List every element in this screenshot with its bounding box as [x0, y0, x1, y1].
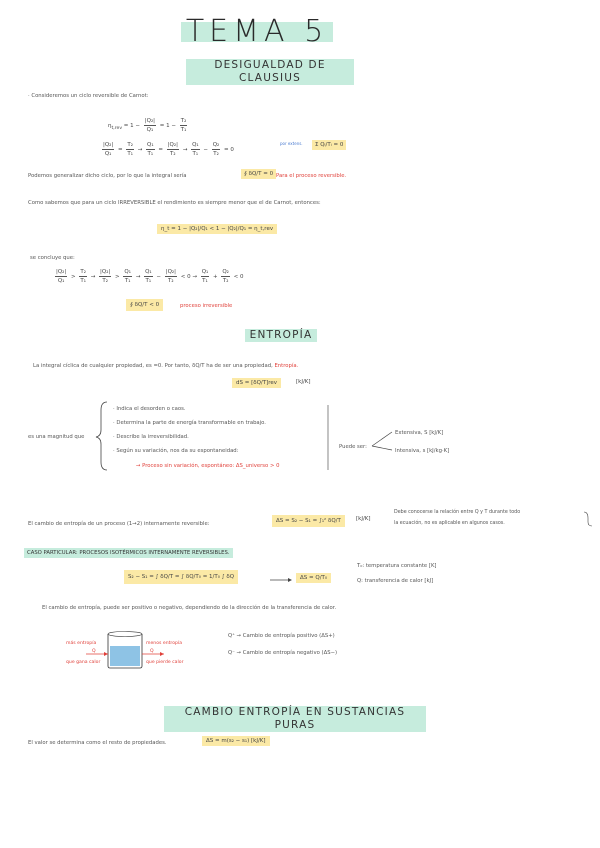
entropia-cambio: El cambio de entropía de un proceso (1→2) internamente reversible: — [28, 521, 210, 527]
clausius-final-red: proceso irreversible — [180, 303, 233, 309]
entropia-intro-text: La integral cíclica de cualquier propiedad, es =0. Por tanto, δQ/T ha de ser una propiedad, — [33, 363, 273, 369]
sustancias-text: El valor se determina como el resto de propiedades. — [28, 740, 167, 746]
caso-t0: T₀: temperatura constante [K] — [357, 563, 437, 569]
entropia-signo: El cambio de entropía, puede ser positivo o negativo, dependiendo de la dirección de la transferencia de calor. — [42, 605, 337, 611]
clausius-final-box: ∮ δQ/T < 0 — [126, 299, 163, 311]
branch-lines — [372, 432, 392, 450]
fig-left-q: Q — [92, 649, 96, 654]
clausius-eq2-note: por extens. — [280, 141, 303, 146]
entropia-def-units: [kJ/K] — [296, 379, 311, 385]
entropia-intensiva: Intensiva, s [kJ/kg·K] — [395, 448, 450, 454]
bullet-text: Describe la irreversibilidad. — [116, 434, 189, 440]
section-sustancias-title: CAMBIO ENTROPÍA EN SUSTANCIAS PURAS — [164, 706, 426, 732]
fig-right-sub: que pierde calor — [146, 660, 184, 665]
clausius-eq1: $\eta_{t,rev} = 1$ − $\frac{\text{|Q₂|}}{\text{Q₁}}$ = 1 − $\frac{\text{T₂}}{\text{T₁}}$ — [108, 118, 187, 133]
q-minus: Q⁻ → Cambio de entropía negativo (ΔS−) — [228, 650, 338, 656]
fig-left-red: más entropía — [66, 641, 97, 646]
entropia-def-box: dS = [δQ/T]rev — [232, 378, 281, 388]
clausius-generalize-red: Para el proceso reversible. — [276, 173, 347, 179]
fig-right-q: Q — [150, 649, 154, 654]
entropia-intro-red: Entropía. — [274, 363, 299, 369]
clausius-intro: · Consideremos un ciclo reversible de Carnot: — [28, 93, 149, 99]
clausius-irreversible: Como sabemos que para un ciclo IRREVERSIBLE el rendimiento es siempre menor que el de Carnot, entonces: — [28, 200, 321, 206]
entropia-intro — [33, 362, 298, 370]
section-clausius-title: DESIGUALDAD DE CLAUSIUS — [186, 59, 354, 85]
bullet-text: Según su variación, nos da su espontaneidad: — [116, 448, 239, 454]
fig-left-sub: que gana calor — [66, 660, 101, 665]
section-entropia-title: ENTROPÍA — [245, 329, 317, 342]
entropia-cambio-units: [kJ/K] — [356, 516, 371, 522]
clausius-generalize-box: ∮ δQ/T = 0 — [241, 169, 276, 179]
page-title: TEMA 5 — [185, 14, 329, 49]
entropia-lead: es una magnitud que — [28, 434, 85, 440]
clausius-eq2-box: Σ Qᵢ/Tᵢ = 0 — [312, 140, 346, 150]
entropia-puede-ser: Puede ser: — [339, 444, 367, 450]
clausius-eq4: $\frac{\text{|Q₂|}}{\text{Q₁}}$ > $\frac{\text{T₂}}{\text{T₁}}$ → $\frac{\text{|Q₂|}}{\text{T₂}}$ > $\frac{\text{Q₁}}{\text{T₁}}$ → $\frac{\text{Q₁}}{\text{T₁}}$ − $\frac{\text{|Q₂|}}{\text{T₂}}$ < 0 → $\frac{\text{Q₁}}{\text{T₁}}$ + $\frac{\text{Q₂}}{\text{T₂}}$ < 0 — [56, 269, 244, 284]
entropia-bullet-1: · Indica el desorden o caos. — [113, 406, 186, 412]
entropia-cambio-box: ΔS = S₂ − S₁ = ∫₁² δQ/T — [272, 515, 345, 527]
caso-eq: S₂ − S₁ = ∫ δQ/T = ∫ δQ/T₀ = 1/T₀ ∫ δQ — [124, 570, 238, 584]
entropia-extensiva: Extensiva, S [kJ/K] — [395, 430, 444, 436]
bullets-bracket — [96, 402, 107, 470]
bullet-text: Determina la parte de energía transformable en trabajo. — [116, 420, 266, 426]
clausius-eq3: η_t = 1 − |Q₂|/Q₁ < 1 − |Q₂|/Q₁ = η_t,rev — [157, 224, 277, 234]
entropia-bullet-4: · Según su variación, nos da su espontaneidad: — [113, 448, 239, 454]
sustancias-box: ΔS = m(s₂ − s₁) [kJ/K] — [202, 736, 270, 746]
fig-right-red: menos entropía — [146, 641, 183, 646]
bullet-text: Indica el desorden o caos. — [116, 406, 186, 412]
entropia-bullet-2: · Determina la parte de energía transformable en trabajo. — [113, 420, 266, 426]
caso-title: CASO PARTICULAR: PROCESOS ISOTÉRMICOS INTERNAMENTE REVERSIBLES. — [24, 548, 233, 558]
caso-box: ΔS = Q/T₀ — [296, 573, 331, 583]
entropia-side-note-2: la ecuación, no es aplicable en algunos casos. — [394, 521, 505, 526]
clausius-eq2: $\frac{\text{|Q₂|}}{\text{Q₁}}$ = $\frac{\text{T₂}}{\text{T₁}}$ → $\frac{\text{Q₁}}{\text{T₁}}$ = $\frac{\text{|Q₂|}}{\text{T₂}}$ → $\frac{\text{Q₁}}{\text{T₁}}$ − $\frac{\text{Q₂}}{\text{T₂}}$ = 0 — [103, 142, 234, 157]
q-plus: Q⁺ → Cambio de entropía positivo (ΔS+) — [228, 633, 335, 639]
entropia-side-note-1: Debe conocerse la relación entre Q y T durante todo — [394, 510, 521, 515]
clausius-concluye: se concluye que: — [30, 255, 75, 261]
caso-q: Q: transferencia de calor [kJ] — [357, 578, 434, 584]
clausius-generalize: Podemos generalizar dicho ciclo, por lo que la integral sería — [28, 173, 187, 179]
entropia-bullet-red: → Proceso sin variación, espontáneo: ΔS_universo > 0 — [136, 463, 280, 469]
entropia-bullet-3: · Describe la irreversibilidad. — [113, 434, 189, 440]
